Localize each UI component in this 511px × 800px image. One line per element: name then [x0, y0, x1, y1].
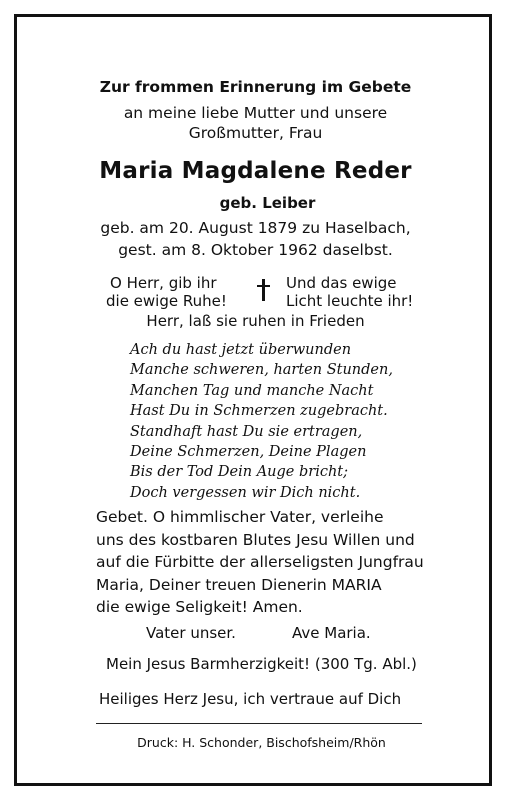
vater-unser: Vater unser.: [146, 624, 236, 642]
death-line: gest. am 8. Oktober 1962 daselbst.: [118, 241, 393, 259]
ablass-line: Mein Jesus Barmherzigkeit! (300 Tg. Abl.): [106, 655, 417, 673]
poem-line: Doch vergessen wir Dich nicht.: [130, 484, 361, 501]
birth-line: geb. am 20. August 1879 zu Haselbach,: [100, 219, 411, 237]
intro-line-2: an meine liebe Mutter und unsere: [123, 104, 388, 122]
deceased-name: Maria Magdalene Reder: [99, 158, 412, 184]
gebet-line: die ewige Seligkeit! Amen.: [96, 598, 303, 616]
poem-line: Manchen Tag und manche Nacht: [130, 382, 374, 399]
cross-icon: [262, 279, 265, 301]
gebet-line: Gebet. O himmlischer Vater, verleihe: [96, 508, 384, 526]
ave-maria: Ave Maria.: [292, 624, 371, 642]
prayer-left-1: O Herr, gib ihr: [110, 274, 217, 292]
poem-line: Ach du hast jetzt überwunden: [130, 342, 352, 358]
poem-line: Manche schweren, harten Stunden,: [130, 362, 393, 379]
prayer-right-1: Und das ewige: [286, 274, 397, 292]
poem: [130, 340, 393, 503]
poem-line: Deine Schmerzen, Deine Plagen: [130, 444, 367, 461]
intro-line-1: Zur frommen Erinnerung im Gebete: [99, 78, 412, 96]
gebet-line: auf die Fürbitte der allerseligsten Jungfrau: [96, 553, 424, 571]
herz-jesu-line: Heiliges Herz Jesu, ich vertraue auf Dich: [99, 690, 402, 708]
poem-line: Standhaft hast Du sie ertragen,: [130, 423, 363, 440]
divider: [96, 723, 422, 724]
gebet-block: [96, 506, 424, 619]
printer-credit: Druck: H. Schonder, Bischofsheim/Rhön: [137, 735, 386, 750]
poem-line: Hast Du in Schmerzen zugebracht.: [130, 403, 388, 420]
prayer-line-3: Herr, laß sie ruhen in Frieden: [146, 312, 365, 330]
prayer-right-2: Licht leuchte ihr!: [286, 292, 414, 310]
prayer-left-2: die ewige Ruhe!: [106, 292, 227, 310]
gebet-line: Maria, Deiner treuen Dienerin MARIA: [96, 575, 382, 594]
intro-line-3: Großmutter, Frau: [188, 124, 323, 142]
poem-line: Bis der Tod Dein Auge bricht;: [130, 464, 349, 481]
maiden-name: geb. Leiber: [219, 194, 316, 212]
gebet-line: uns des kostbaren Blutes Jesu Willen und: [96, 530, 415, 549]
